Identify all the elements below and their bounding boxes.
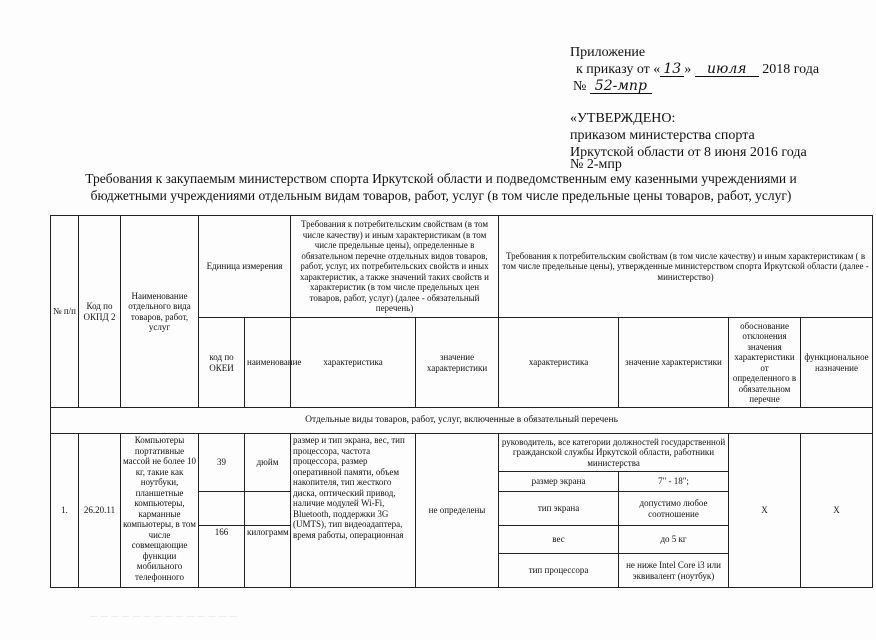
bleed-through-text: — — — — — — — — — — — — — — [90, 612, 238, 620]
section-title: Отдельные виды товаров, работ, услуг, включенные в обязательный перечень [51, 408, 873, 434]
char-value-weight: до 5 кг [619, 526, 729, 554]
char-name-processor-type: тип процессора [499, 554, 619, 588]
row-function: X [801, 434, 873, 588]
row-okei-blank [199, 492, 245, 526]
requirements-table [50, 215, 873, 588]
row-employee-category: руководитель, все категории должностей государственной гражданской службы Иркутской области, работники министерства [499, 434, 729, 472]
approved-line-2: приказом министерства спорта [570, 128, 755, 143]
order-mid: » [684, 62, 692, 77]
order-number-value: 52-мпр [590, 79, 652, 94]
header-ministry: Требования к потребительским свойствам (в том числе качеству) и иным характеристикам ( в том числе предельные цены), утвержденные министерством спорта Иркутской области (далее - министерство) [499, 216, 873, 318]
char-name-weight: вес [499, 526, 619, 554]
char-name-screen-size: размер экрана [499, 472, 619, 492]
order-number-line [573, 78, 652, 95]
header-num: № п/п [51, 216, 79, 408]
header-function: функциональное назначение [801, 318, 873, 408]
row-num: 1. [51, 434, 79, 588]
row-unit-2: килограмм [245, 526, 291, 588]
header-unit: Единица измерения [199, 216, 291, 318]
row-justification: X [729, 434, 801, 588]
header-characteristic-2: характеристика [499, 318, 619, 408]
order-date-line [576, 61, 819, 78]
char-name-screen-type: тип экрана [499, 492, 619, 526]
row-mandatory-characteristic: размер и тип экрана, вес, тип процессора, частота процессора, размер оперативной памяти, объем накопителя, тип жесткого диска, оптический привод, наличие модулей Wi-Fi, Bluetooth, поддержки 3G (UMTS), тип видеоадаптера, время работы, операционная [291, 434, 416, 588]
row-unit-1: дюйм [245, 434, 291, 492]
header-okpd: Код по ОКПД 2 [79, 216, 121, 408]
document-title: Требования к закупаемым министерством спорта Иркутской области и подведомственным ему казенными учреждениями и бюджетными учреждениями отдельным видам товаров, работ, услуг (в том числе предельные цены товаров, работ, услуг) [85, 171, 797, 203]
row-okei-1: 39 [199, 434, 245, 492]
row-okei-2: 166 [199, 526, 245, 588]
order-day: 13 [660, 62, 684, 77]
row-unit-blank [245, 492, 291, 526]
header-characteristic: характеристика [291, 318, 416, 408]
row-mandatory-value: не определены [416, 434, 499, 588]
header-characteristic-value-2: значение характеристики [619, 318, 729, 408]
header-mandatory: Требования к потребительским свойствам (в том числе качеству) и иным характеристикам (в том числе предельные цены), определенные в обязательном перечне отдельных видов товаров, работ, услуг, их потребительских свойств и иных характеристик, а также значений таких свойств и характеристик (в том числе предельных цен товаров, работ, услуг) (далее - обязательный перечень) [291, 216, 499, 318]
header-name: Наименование отдельного вида товаров, работ, услуг [121, 216, 199, 408]
char-value-processor-type: не ниже Intel Core i3 или эквивалент (ноутбук) [619, 554, 729, 588]
header-justification: обоснование отклонения значения характеристики от определенного в обязательном перечне [729, 318, 801, 408]
approved-line-1: «УТВЕРЖДЕНО: [570, 111, 676, 126]
order-year: 2018 года [762, 62, 820, 77]
order-number-prefix: № [573, 79, 587, 94]
header-unit-name: наименование [245, 318, 291, 408]
order-prefix: к приказу от « [576, 62, 661, 77]
order-month: июля [695, 62, 759, 77]
approved-line-4: № 2-мпр [570, 157, 622, 172]
approved-line-3: Иркутской области от 8 июня 2016 года [570, 145, 807, 160]
char-value-screen-type: допустимо любое соотношение [619, 492, 729, 526]
appendix-title: Приложение [570, 45, 646, 60]
char-value-screen-size: 7" - 18"; [619, 472, 729, 492]
row-okpd: 26.20.11 [79, 434, 121, 588]
header-okei: код по ОКЕИ [199, 318, 245, 408]
row-product-name: Компьютеры портативные массой не более 10 кг, такие как ноутбуки, планшетные компьютеры, карманные компьютеры, в том числе совмещающие функции мобильного телефонного [121, 434, 199, 588]
header-characteristic-value: значение характеристики [416, 318, 499, 408]
